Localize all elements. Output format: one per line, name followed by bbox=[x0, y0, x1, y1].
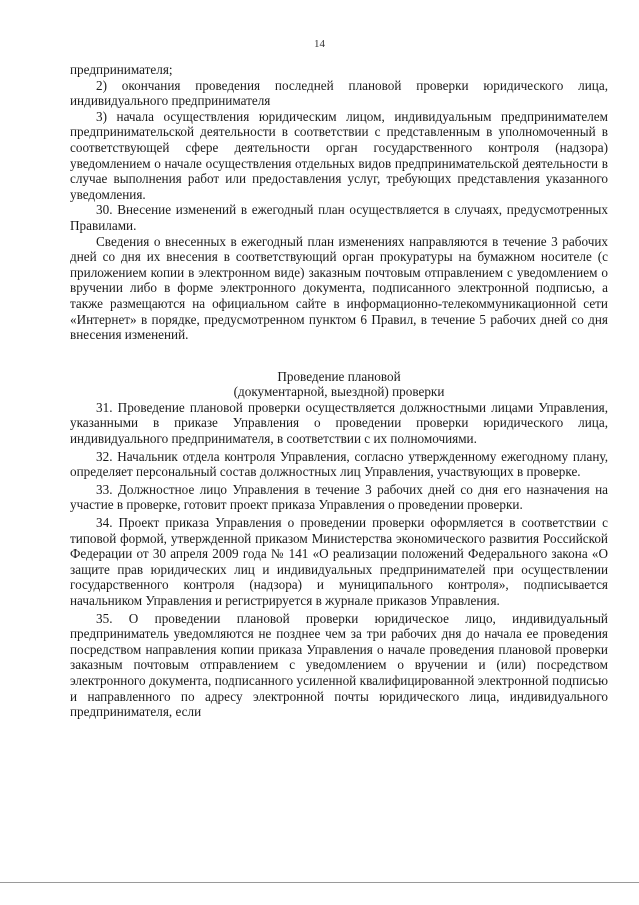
page-bottom-edge bbox=[0, 882, 639, 883]
page-number: 14 bbox=[314, 38, 325, 50]
paragraph-35: 35. О проведении плановой проверки юридическое лицо, индивидуальный предприниматель уведомляются не позднее чем за три рабочих дня до начала ее проведения посредством направления копии приказа Управления о начале проведения плановой проверки заказным почтовым отправлением с уведомлением о вручении и (или) посредством электронного документа, подписанного усиленной квалифицированной электронной подписью и направленного по адресу электронной почты юридического лица, индивидуального предпринимателя, если bbox=[70, 610, 608, 720]
paragraph-item-2: 2) окончания проведения последней плановой проверки юридического лица, индивидуального предпринимателя bbox=[70, 77, 608, 109]
paragraph-31: 31. Проведение плановой проверки осуществляется должностными лицами Управления, указанными в приказе Управления о проведении проверки юридического лица, индивидуального предпринимателя, в соответствии с их полномочиями. bbox=[70, 399, 608, 447]
document-body bbox=[70, 62, 608, 720]
paragraph-changes-info: Сведения о внесенных в ежегодный план изменениях направляются в течение 3 рабочих дней со дня их внесения в соответствующий орган прокуратуры на бумажном носителе (с приложением копии в электронном виде) заказным почтовым отправлением с уведомлением о вручении либо в форме электронного документа, подписанного электронной подписью, а также размещаются на официальном сайте в информационно-телекоммуникационной сети «Интернет» в порядке, предусмотренном пунктом 6 Правил, в течение 5 рабочих дней со дня внесения изменений. bbox=[70, 233, 608, 343]
paragraph-continuation: предпринимателя; bbox=[70, 62, 173, 77]
paragraph-33: 33. Должностное лицо Управления в течение 3 рабочих дней со дня его назначения на участие в проверке, готовит проект приказа Управления о проведении проверки. bbox=[70, 481, 608, 513]
paragraph-30: 30. Внесение изменений в ежегодный план осуществляется в случаях, предусмотренных Правилами. bbox=[70, 202, 608, 233]
section-heading bbox=[70, 369, 608, 400]
paragraph-item-3: 3) начала осуществления юридическим лицом, индивидуальным предпринимателем предпринимательской деятельности в соответствии с представленным в уполномоченный в соответствующей сфере деятельности орган государственного контроля (надзора) уведомлением о начале осуществления отдельных видов предпринимательской деятельности в случае выполнения работ или предоставления услуг, требующих представления указанного уведомления. bbox=[70, 108, 608, 202]
paragraph-32: 32. Начальник отдела контроля Управления, согласно утвержденному ежегодному плану, определяет персональный состав должностных лиц Управления, участвующих в проверке. bbox=[70, 448, 608, 480]
paragraph-34: 34. Проект приказа Управления о проведении проверки оформляется в соответствии с типовой формой, утвержденной приказом Министерства экономического развития Российской Федерации от 30 апреля 2009 года № 141 «О реализации положений Федерального закона «О защите прав юридических лиц и индивидуальных предпринимателей при осуществлении государственного контроля (надзора) и муниципального контроля», подписывается начальником Управления и регистрируется в журнале приказов Управления. bbox=[70, 515, 608, 608]
section-heading-line-1: Проведение плановой bbox=[277, 368, 401, 384]
section-heading-line-2: (документарной, выездной) проверки bbox=[233, 384, 445, 400]
